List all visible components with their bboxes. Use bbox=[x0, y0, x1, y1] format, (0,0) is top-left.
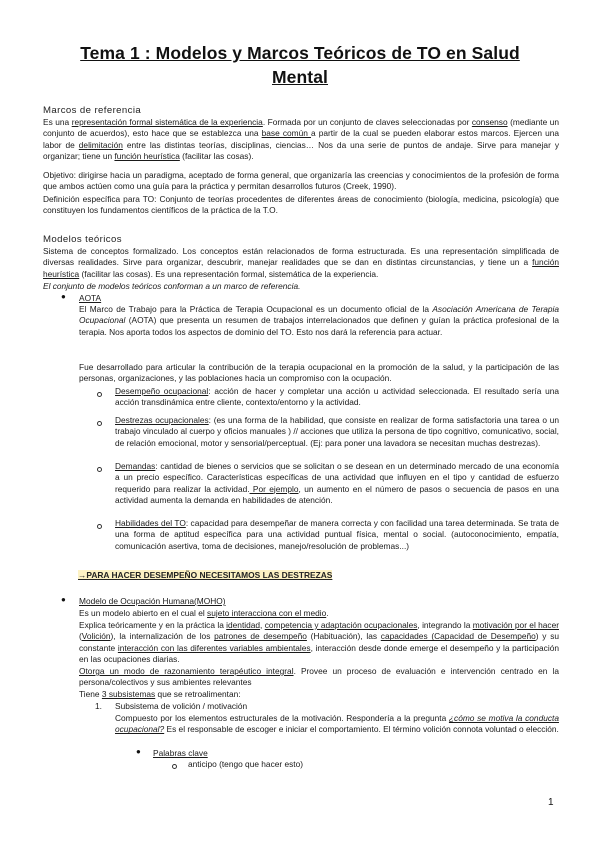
palabras-clave-item: anticipo (tengo que hacer esto) bbox=[188, 759, 304, 769]
aota-item-destrezas: Destrezas ocupacionales: (es una forma de la habilidad, que consiste en realizar de forma satisfactoria una tarea o un trabajo vinculado al cuerpo y oficios manuales ) // acciones que utiliza la persona de tipo cognitivo, comunicativo, social, de relación emocional, motor y sensorial/perceptual. (Ej: para poner una lavadora se necesitan muchas destrezas). bbox=[115, 415, 560, 448]
marcos-paragraph-3: Definición específica para TO: Conjunto de teorías procedentes de diferentes áreas de conocimiento (biología, medicina, psicología) que constituyen los fundamentos científicos de la práctica de la T.O. bbox=[43, 194, 559, 216]
term-delimitacion: delimitación bbox=[78, 139, 123, 150]
page-title-line-2: Mental bbox=[271, 67, 329, 87]
page-title-line-1: Tema 1 : Modelos y Marcos Teóricos de TO en Salud bbox=[80, 43, 520, 63]
subsystem-number: 1. bbox=[95, 701, 102, 711]
moho-label: Modelo de Ocupación Humana(MOHO) bbox=[79, 596, 226, 606]
moho-paragraph-1: Es un modelo abierto en el cual el sujeto interacciona con el medio. bbox=[79, 608, 329, 618]
term-funcion-heuristica: función heurística bbox=[114, 150, 180, 161]
moho-paragraph-4: Tiene 3 subsistemas que se retroalimentan: bbox=[79, 689, 241, 699]
aota-paragraph-1: El Marco de Trabajo para la Práctica de Terapia Ocupacional es un documento oficial de la Asociación Americana de Terapia Ocupacional (AOTA) que presenta un resumen de trabajos interrelacionados que definen y guían la práctica profesional de la terapia. Nos aporta todos los aspectos de dominio del TO. Esto nos dará la referencia para actuar. bbox=[79, 304, 559, 337]
section-heading-modelos: Modelos teóricos bbox=[43, 234, 122, 245]
bullet-circle bbox=[97, 392, 102, 397]
subsystem-text: Compuesto por los elementos estructurales de la motivación. Respondería a la pregunta ¿cómo se motiva la conducta ocupacional? Es el responsable de escoger e iniciar el comportamiento. El término volición connota voluntad o elección. bbox=[115, 713, 559, 735]
arrow-note: →PARA HACER DESEMPEÑO NECESITAMOS LAS DESTREZAS bbox=[78, 570, 333, 580]
bullet-circle bbox=[172, 764, 177, 769]
modelos-paragraph-1: Sistema de conceptos formalizado. Los conceptos están relacionados de forma estructurada. Es una representación simplificada de diversas realidades. Sirve para organizar, descubrir, manejar realidades que se dan en distintas circunstancias, y tiene un a función heurística (facilitar las cosas). Es una representación formal, sistemática de la experiencia. bbox=[43, 246, 559, 279]
bullet-circle bbox=[97, 421, 102, 426]
term-funcion-heuristica-2: función heurística bbox=[43, 257, 559, 279]
aota-label: AOTA bbox=[79, 293, 102, 303]
moho-paragraph-2: Explica teóricamente y en la práctica la identidad, competencia y adaptación ocupacionales, integrando la motivación por el hacer (Volición), la internalización de los patrones de desempeño (Habituación), las capacidades (Capacidad de Desempeño) y su constante interacción con las diferentes variables ambientales, interacción desde donde emerge el desempeño y la participación en las ocupaciones diarias. bbox=[79, 620, 560, 664]
aota-paragraph-2: Fue desarrollado para articular la contribución de la terapia ocupacional en la promoción de la salud, y la participación de las personas, organizaciones, y las poblaciones hacia un compromiso con la ocupación. bbox=[79, 362, 559, 384]
bullet-dot: ● bbox=[61, 595, 66, 604]
bullet-circle bbox=[97, 467, 102, 472]
bullet-dot: ● bbox=[136, 747, 141, 756]
page-title bbox=[30, 41, 570, 89]
term-consenso: consenso bbox=[471, 117, 508, 127]
page-number: 1 bbox=[548, 797, 554, 808]
marcos-paragraph-1: Es una representación formal sistemática de la experiencia. Formada por un conjunto de claves seleccionadas por consenso (mediante un conjunto de acuerdos), esto hace que se establezca una base común a partir de la cual se pueden elaborar estos marcos. Ejercen una labor de delimitación entre las distintas teorías, disciplinas, ciencias… Nos da una serie de puntos de andaje. Sirve para manejar y organizar; tiene un función heurística (facilitar las cosas). bbox=[43, 117, 559, 161]
section-heading-marcos: Marcos de referencia bbox=[43, 105, 142, 116]
aota-item-habilidades: Habilidades del TO: capacidad para desempeñar de manera correcta y con facilidad una tarea determinada. Se trata de una forma de aptitud específica para una actividad puntual física, mental o social. (autoconocimiento, empatía, comunicación asertiva, toma de decisiones, manejo/resolución de problemas...) bbox=[115, 518, 559, 551]
palabras-clave-label: Palabras clave bbox=[153, 748, 208, 758]
term-representacion: representación formal sistemática de la experiencia bbox=[71, 117, 263, 127]
moho-paragraph-3: Otorga un modo de razonamiento terapéutico integral. Provee un proceso de evaluación e intervención centrado en la persona/colectivos y sus ambientes relevantes bbox=[79, 666, 560, 688]
term-base-comun: base común bbox=[261, 128, 311, 139]
subsystem-title: Subsistema de volición / motivación bbox=[115, 701, 248, 711]
bullet-circle bbox=[97, 524, 102, 529]
aota-item-demandas: Demandas: cantidad de bienes o servicios que se solicitan o se desean en un determinado mercado de una economía a un precio específico. Características específicas de una actividad que influyen en el tipo y cantidad de esfuerzo requerido para realizar la actividad. Por ejemplo, un aumento en el número de pasos o secuencia de pasos en una actividad aumenta la demanda en habilidades de atención. bbox=[115, 461, 559, 505]
modelos-italic-note: El conjunto de modelos teóricos conforman a un marco de referencia. bbox=[43, 281, 301, 291]
bullet-dot: ● bbox=[61, 292, 66, 301]
marcos-paragraph-2: Objetivo: dirigirse hacia un paradigma, aceptado de forma general, que organizaría las creencias y conocimientos de la profesión de forma que ambos actúen como una guía para la práctica y permitan desarrollos futuros (Creek, 1990). bbox=[43, 170, 559, 192]
aota-item-desempeno: Desempeño ocupacional: acción de hacer y completar una acción u actividad seleccionada. El resultado sería una acción transdinámica entre cliente, contexto/entorno y la actividad. bbox=[115, 386, 560, 408]
